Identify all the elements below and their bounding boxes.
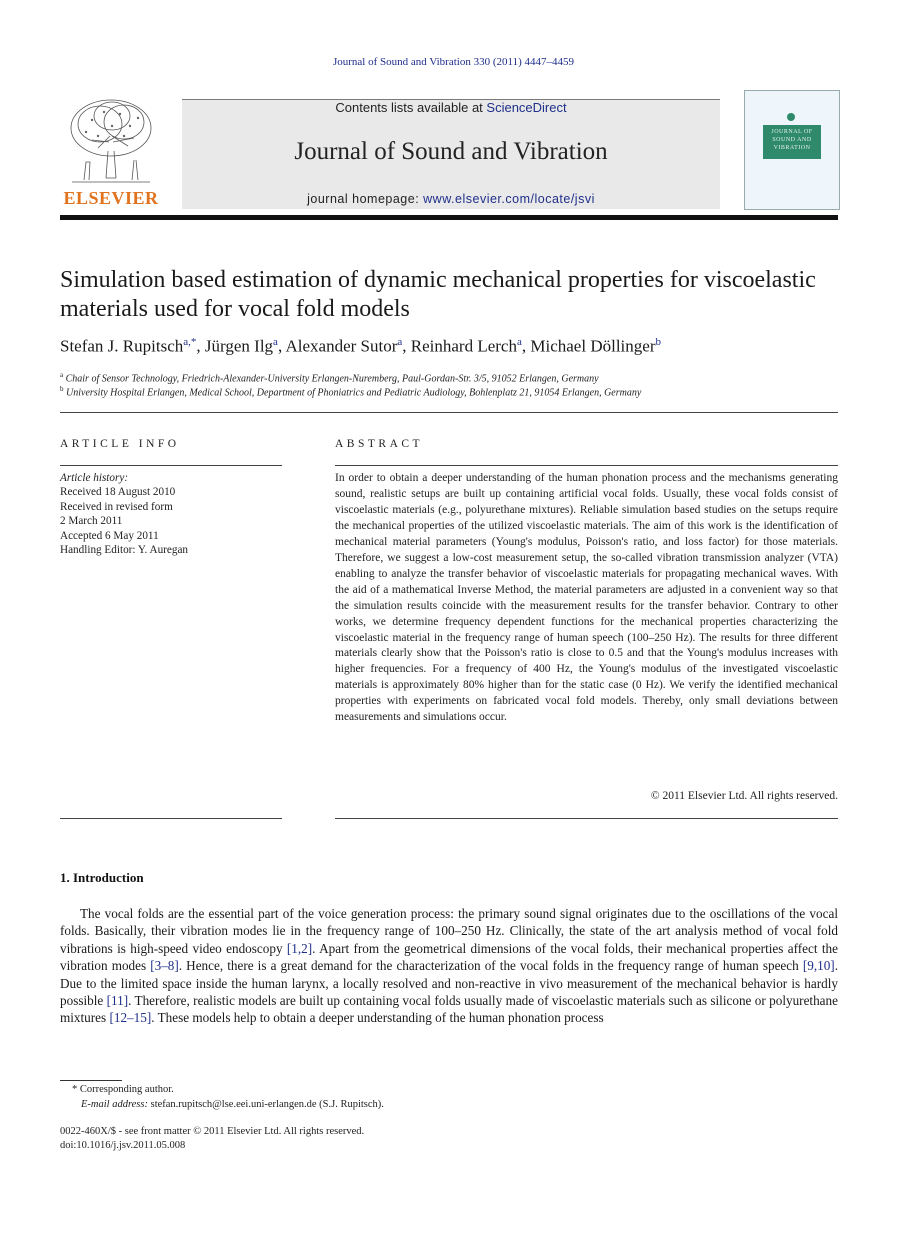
article-title: Simulation based estimation of dynamic mechanical properties for viscoelastic materials used for vocal fold models xyxy=(60,267,816,322)
reference-link[interactable]: [11] xyxy=(106,993,129,1009)
introduction-paragraph: The vocal folds are the essential part of the voice generation process: the primary sound signal originates due to the oscillations of the vocal folds. Basically, their vibration modes lie in the frequency range of 100–250 Hz. Clinically, the state of the art analysis method of vocal fold vibrations is high-speed video endoscopy [1,2]. Apart from the geometrical dimensions of the vocal folds, their mechanical properties affect the vibration modes [3–8]. Hence, there is a great demand for the characterization of the vocal folds in the frequency range of human speech [9,10]. Due to the limited space inside the human larynx, a locally resolved and non-reactive in vivo measurement of the mechanical behavior is hardly possible [11]. Therefore, realistic models are built up containing vocal folds usually made of viscoelastic materials such as silicone or polyurethane mixtures [12–15]. These models help to obtain a deeper understanding of the human phonation process xyxy=(60,906,838,1026)
author-name[interactable]: Stefan J. Rupitsch xyxy=(60,336,184,356)
author-affiliation-mark[interactable]: a xyxy=(397,336,403,348)
author-affiliation-mark[interactable]: a,* xyxy=(183,336,197,348)
article-history: Article history: Received 18 August 2010 Received in revised form 2 March 2011 Accepted 6 May 2011 Handling Editor: Y. Auregan xyxy=(60,471,282,557)
affiliation-a: $^a$ Chair of Sensor Technology, Friedrich-Alexander-University Erlangen-Nuremberg, Paul-Gordan-Str. 3/5, 91052 Erlangen, Germany xyxy=(60,371,599,385)
author-name[interactable]: Alexander Sutor xyxy=(285,336,398,356)
author-name[interactable]: Michael Döllinger xyxy=(530,336,656,356)
journal-cover-thumbnail[interactable] xyxy=(744,90,840,210)
author-list: Stefan J. Rupitsch$^{a,*}$, Jürgen Ilg$^a$, Alexander Sutor$^a$, Reinhard Lerch$^a$, Michael Döllinger$^b$ xyxy=(60,336,661,356)
journal-homepage: journal homepage: www.elsevier.com/locate/jsvi xyxy=(307,192,595,206)
reference-link[interactable]: [9,10] xyxy=(802,958,835,974)
footnote-rule xyxy=(60,1080,122,1081)
corresponding-author-note: * Corresponding author. xyxy=(72,1084,174,1095)
email-address[interactable]: stefan.rupitsch@lse.eei.uni-erlangen.de (S.J. Rupitsch). xyxy=(150,1099,384,1110)
section-heading-introduction: 1. Introduction xyxy=(60,870,144,885)
elsevier-logo[interactable] xyxy=(60,96,162,212)
divider xyxy=(335,818,838,819)
journal-citation[interactable]: Journal of Sound and Vibration 330 (2011) 4447–4459 xyxy=(332,56,574,68)
history-line: Received in revised form xyxy=(60,500,173,513)
history-line: Handling Editor: Y. Auregan xyxy=(60,544,189,557)
abstract-text: In order to obtain a deeper understanding of the human phonation process and the mechanisms generating sound, realistic setups are built up containing artificial vocal folds. Usually, these vocal folds consist of viscoelastic materials (e.g., polyurethane mixtures). Reliable simulation based studies on the setups require the mechanical properties of the utilized viscoelastic materials. The aim of this work is the identification of mechanical material parameters (Young's modulus, Poisson's ratio, and loss factor) for those materials. Therefore, we suggest a low-cost measurement setup, the so-called vibration transmission analyzer (VTA) enabling to analyze the transfer behavior of viscoelastic materials for propagating mechanical waves. With the aid of a mathematical Inverse Method, the material parameters are adjusted in a convenient way so that the simulation results coincide with the measurement results for the transfer behavior. Contrary to other works, we determine frequency dependent functions for the mechanical properties characterizing the viscoelastic material in the frequency range of human speech (100–250 Hz). The results for three different materials clearly show that the Poisson's ratio is close to 0.5 and that the Young's modulus increases with higher frequencies. For a frequency of 400 Hz, the Young's modulus of the investigated viscoelastic materials is approximately 80% higher than for the static case (0 Hz). We verify the identified mechanical properties with experiments on fabricated vocal fold models. Thereby, only small deviations between measurements and simulations occur. xyxy=(335,472,838,724)
reference-link[interactable]: [3–8] xyxy=(150,958,179,974)
sciencedirect-link[interactable]: ScienceDirect xyxy=(486,100,567,115)
contents-availability: Contents lists available at ScienceDirect xyxy=(335,100,567,115)
journal-banner xyxy=(182,99,720,209)
cover-title-box: JOURNAL OF SOUND AND VIBRATION xyxy=(763,125,821,159)
history-line: 2 March 2011 xyxy=(60,515,123,528)
abstract-heading: ABSTRACT xyxy=(335,438,424,450)
author-affiliation-mark[interactable]: a xyxy=(273,336,278,348)
divider xyxy=(60,818,282,819)
email-note: E-mail address: stefan.rupitsch@lse.eei.uni-erlangen.de (S.J. Rupitsch). xyxy=(81,1099,384,1110)
affiliation-b: $^b$ University Hospital Erlangen, Medical School, Department of Phoniatrics and Pediatric Audiology, Bohlenplatz 21, 91054 Erlangen, Germany xyxy=(60,385,642,399)
elsevier-wordmark: ELSEVIER xyxy=(63,188,159,208)
header-rule xyxy=(60,215,838,220)
homepage-link[interactable]: www.elsevier.com/locate/jsvi xyxy=(423,192,595,206)
copyright-notice: © 2011 Elsevier Ltd. All rights reserved. xyxy=(650,790,838,802)
history-line: Received 18 August 2010 xyxy=(60,486,176,499)
author-name[interactable]: Reinhard Lerch xyxy=(410,336,517,356)
doi[interactable]: doi:10.1016/j.jsv.2011.05.008 xyxy=(60,1140,186,1151)
front-matter-note: 0022-460X/$ - see front matter © 2011 Elsevier Ltd. All rights reserved. xyxy=(60,1126,365,1137)
elsevier-tree-icon xyxy=(62,96,160,186)
reference-link[interactable]: [12–15] xyxy=(109,1010,152,1026)
cover-emblem-icon xyxy=(787,113,795,121)
journal-title: Journal of Sound and Vibration xyxy=(294,138,608,165)
author-affiliation-mark[interactable]: b xyxy=(655,336,661,348)
divider xyxy=(60,412,838,413)
divider xyxy=(335,465,838,466)
history-line: Accepted 6 May 2011 xyxy=(60,529,159,542)
author-name[interactable]: Jürgen Ilg xyxy=(204,336,274,356)
author-affiliation-mark[interactable]: a xyxy=(516,336,522,348)
divider xyxy=(60,465,282,466)
article-info-heading: ARTICLE INFO xyxy=(60,438,180,450)
reference-link[interactable]: [1,2] xyxy=(286,940,313,956)
